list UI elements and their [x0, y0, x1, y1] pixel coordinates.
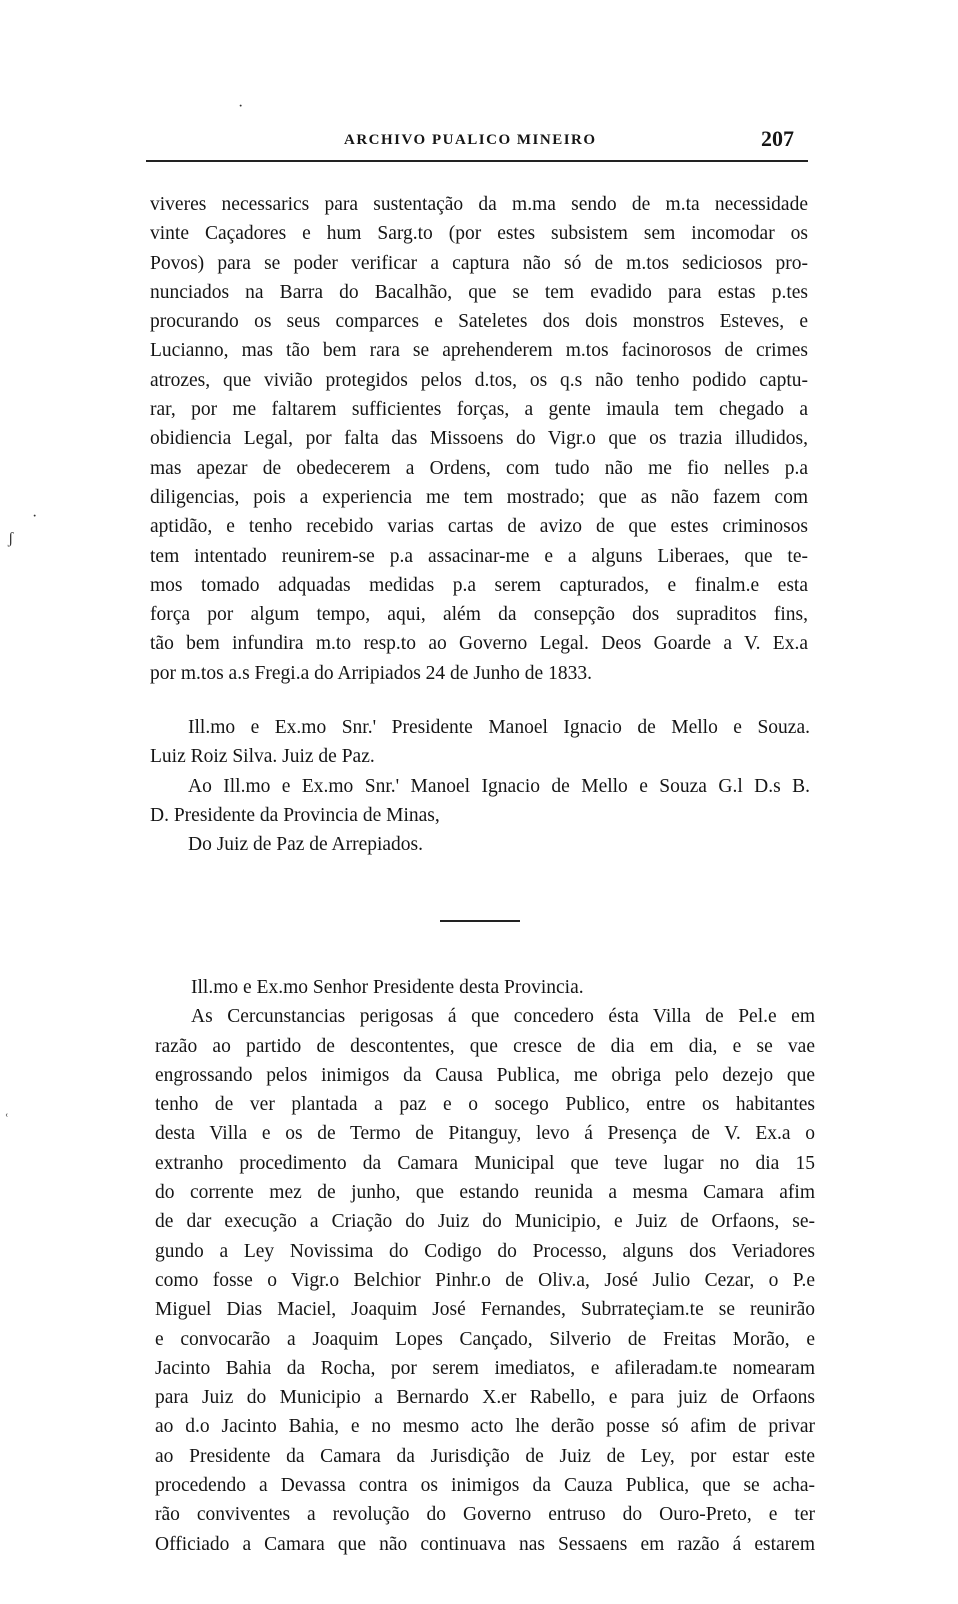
text-line: desta Villa e os de Termo de Pitanguy, levo á Presença de V. Ex.a o — [155, 1123, 815, 1145]
text-line: e convocarão a Joaquim Lopes Cançado, Silverio de Freitas Morão, e — [155, 1328, 815, 1350]
text-line: engrossando pelos inimigos da Causa Publica, me obriga pelo dezejo que — [155, 1064, 815, 1086]
text-line: obidiencia Legal, por falta das Missoens do Vigr.o que os trazia illudidos, — [150, 428, 808, 450]
text-line: ao Presidente da Camara da Jurisdição de Juiz de Ley, por estar este — [155, 1445, 815, 1467]
sender-line: Do Juiz de Paz de Arrepiados. — [188, 834, 424, 856]
text-line: atrozes, que vivião protegidos pelos d.tos, os q.s não tenho podido captu- — [150, 369, 808, 391]
signature-line: Luiz Roiz Silva. Juiz de Paz. — [150, 746, 375, 768]
text-line: tenho de ver plantada a paz e o socego Publico, entre os habitantes — [155, 1094, 815, 1116]
margin-mark: ʿ — [4, 1112, 10, 1129]
text-line: do corrente mez de junho, que estando reunida a mesma Camara afim — [155, 1182, 815, 1204]
text-line: procedendo a Devassa contra os inimigos da Cauza Publica, que se acha- — [155, 1475, 815, 1497]
text-line: Jacinto Bahia da Rocha, por serem imediatos, e afileradam.te nomearam — [155, 1357, 815, 1379]
text-line: como fosse o Vigr.o Belchior Pinhr.o de Oliv.a, José Julio Cezar, o P.e — [155, 1269, 815, 1291]
text-line: razão ao partido de descontentes, que cresce de dia em dia, e se vae — [155, 1035, 815, 1057]
section-separator — [440, 920, 520, 922]
margin-dot: · — [32, 508, 38, 525]
page-number: 207 — [761, 126, 794, 151]
text-line: gundo a Ley Novissima do Codigo do Processo, alguns dos Veriadores — [155, 1240, 815, 1262]
address-line: D. Presidente da Provincia de Minas, — [150, 804, 440, 826]
text-line: extranho procedimento da Camara Municipal que teve lugar no dia 15 — [155, 1152, 815, 1174]
text-line: rão conviventes a revolução do Governo entruso do Ouro-Preto, e ter — [155, 1504, 815, 1526]
text-line: nunciados na Barra do Bacalhão, que se tem evadido para estas p.tes — [150, 281, 808, 303]
salutation-line: Ill.mo e Ex.mo Senhor Presidente desta Provincia. — [191, 977, 584, 998]
text-line: rar, por me faltarem sufficientes forças, a gente imaula tem chegado a — [150, 399, 808, 421]
running-title: ARCHIVO PUALICO MINEIRO — [344, 132, 597, 148]
letter-1-body — [150, 190, 808, 688]
text-line: viveres necessarics para sustentação da m.ma sendo de m.ta necessidade — [150, 194, 808, 215]
letter-1-closing — [150, 713, 810, 859]
text-line: diligencias, pois a experiencia me tem mostrado; que as não fazem com — [150, 486, 808, 508]
text-line: tão bem infundira m.to resp.to ao Governo Legal. Deos Goarde a V. Ex.a — [150, 633, 808, 655]
text-line: procurando os seus comparces e Sateletes dos dois monstros Esteves, e — [150, 311, 808, 333]
speck-mark: · — [238, 98, 244, 115]
salutation-line: Ill.mo e Ex.mo Snr.' Presidente Manoel Ignacio de Mello e Souza. — [188, 717, 810, 738]
text-line: ao d.o Jacinto Bahia, e no mesmo acto lhe derão posse só afim de privar — [155, 1416, 815, 1438]
text-line: força por algum tempo, aqui, além da consepção dos supraditos fins, — [150, 604, 808, 626]
text-line: tem intentado reunirem-se p.a assacinar-me e a alguns Liberaes, que te- — [150, 545, 808, 567]
text-line: por m.tos a.s Fregi.a do Arripiados 24 de Junho de 1833. — [150, 662, 592, 684]
text-line: mas apezar de obedecerem a Ordens, com tudo não me fio nelles p.a — [150, 457, 808, 479]
letter-2-body — [155, 973, 815, 1559]
header-rule — [146, 160, 808, 162]
text-line: Miguel Dias Maciel, Joaquim José Fernandes, Subrrateçiam.te se reunirão — [155, 1299, 815, 1321]
address-line: Ao Ill.mo e Ex.mo Snr.' Manoel Ignacio de Mello e Souza G.l D.s B. — [188, 775, 810, 797]
margin-mark: ʃ — [8, 530, 14, 547]
text-line: para Juiz do Municipio a Bernardo X.er Rabello, e para juiz de Orfaons — [155, 1387, 815, 1409]
page-header — [148, 126, 808, 156]
text-line: Officiado a Camara que não continuava nas Sessaens em razão á estarem — [155, 1533, 815, 1555]
text-line: Lucianno, mas tão bem rara se aprehenderem m.tos facinorosos de crimes — [150, 340, 808, 362]
text-line: de dar execução a Criação do Juiz do Municipio, e Juiz de Orfaons, se- — [155, 1211, 815, 1233]
text-line: mos tomado adquadas medidas p.a serem capturados, e finalm.e esta — [150, 574, 808, 596]
text-line: vinte Caçadores e hum Sarg.to (por estes subsistem sem incomodar os — [150, 223, 808, 245]
text-line: aptidão, e tenho recebido varias cartas de avizo de que estes criminosos — [150, 516, 808, 538]
text-line: As Cercunstancias perigosas á que concedero ésta Villa de Pel.e em — [191, 1006, 815, 1028]
text-line: Povos) para se poder verificar a captura não só de m.tos sediciosos pro- — [150, 252, 808, 274]
